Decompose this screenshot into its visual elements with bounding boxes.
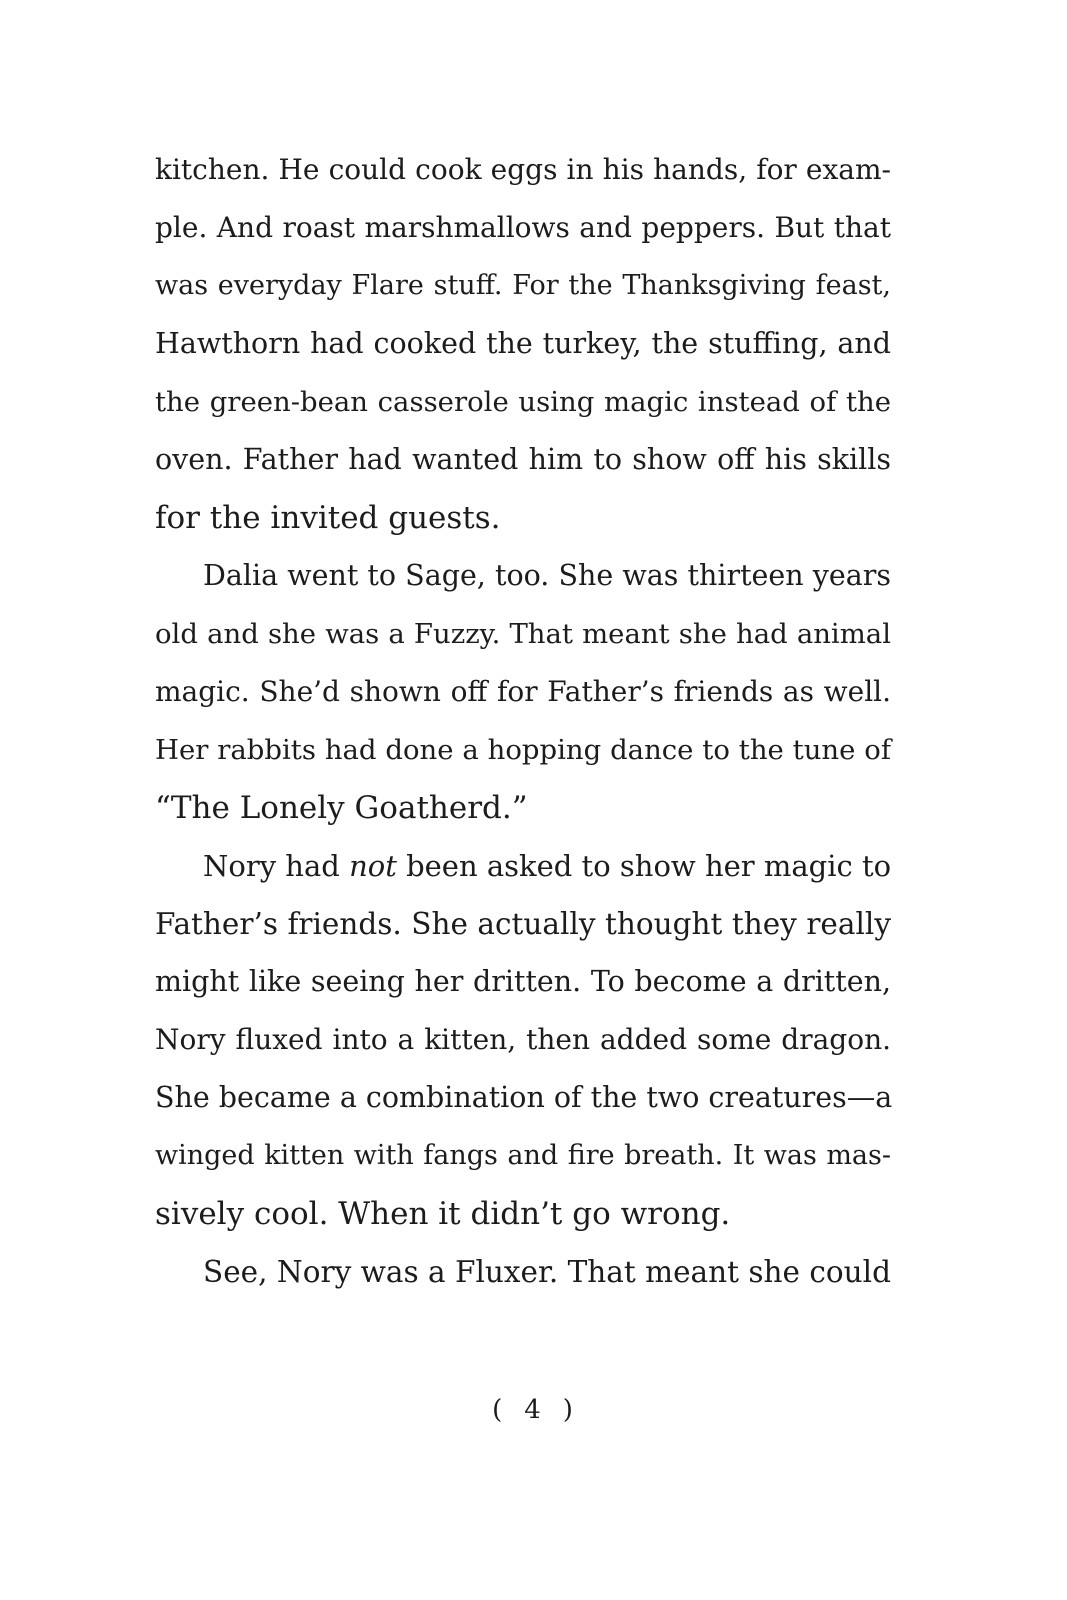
text-line: Her rabbits had done a hopping dance to the tune of (155, 734, 891, 766)
body-text (155, 145, 891, 1305)
text-line: kitchen. He could cook eggs in his hands, for exam- (155, 153, 891, 186)
text-line: the green-bean casserole using magic instead of the (155, 386, 891, 418)
text-line: oven. Father had wanted him to show off his skills (155, 443, 891, 476)
page-number-close-paren: ) (562, 1395, 575, 1425)
text-line: winged kitten with fangs and fire breath. It was mas- (155, 1140, 891, 1171)
text-line-paragraph-end: “The Lonely Goatherd.” (155, 790, 528, 826)
page-number-value: 4 (524, 1395, 543, 1425)
text-line: Hawthorn had cooked the turkey, the stuffing, and (155, 327, 891, 360)
emphasized-word: not (349, 849, 397, 883)
text-line-paragraph-start (155, 841, 891, 899)
page-number-open-paren: ( (492, 1395, 505, 1425)
text-line-paragraph-start: Dalia went to Sage, too. She was thirteen years (203, 559, 891, 592)
text-line: ple. And roast marshmallows and peppers. But that (155, 211, 891, 244)
text-segment: been asked to show her magic to (396, 849, 892, 883)
text-line-paragraph-start: See, Nory was a Fluxer. That meant she could (203, 1255, 891, 1289)
text-line: She became a combination of the two creatures—a (155, 1081, 893, 1114)
text-line: might like seeing her dritten. To become a dritten, (155, 965, 891, 998)
page-number (0, 1395, 1067, 1425)
text-line-paragraph-end: for the invited guests. (155, 500, 501, 536)
text-line: old and she was a Fuzzy. That meant she had animal (155, 618, 891, 650)
text-line: was everyday Flare stuff. For the Thanksgiving feast, (155, 270, 891, 301)
text-line-paragraph-end: sively cool. When it didn’t go wrong. (155, 1196, 731, 1232)
text-segment: Nory had (203, 849, 350, 883)
text-line: magic. She’d shown off for Father’s friends as well. (155, 675, 891, 708)
text-line: Nory fluxed into a kitten, then added some dragon. (155, 1023, 891, 1056)
text-line: Father’s friends. She actually thought they really (155, 907, 891, 941)
